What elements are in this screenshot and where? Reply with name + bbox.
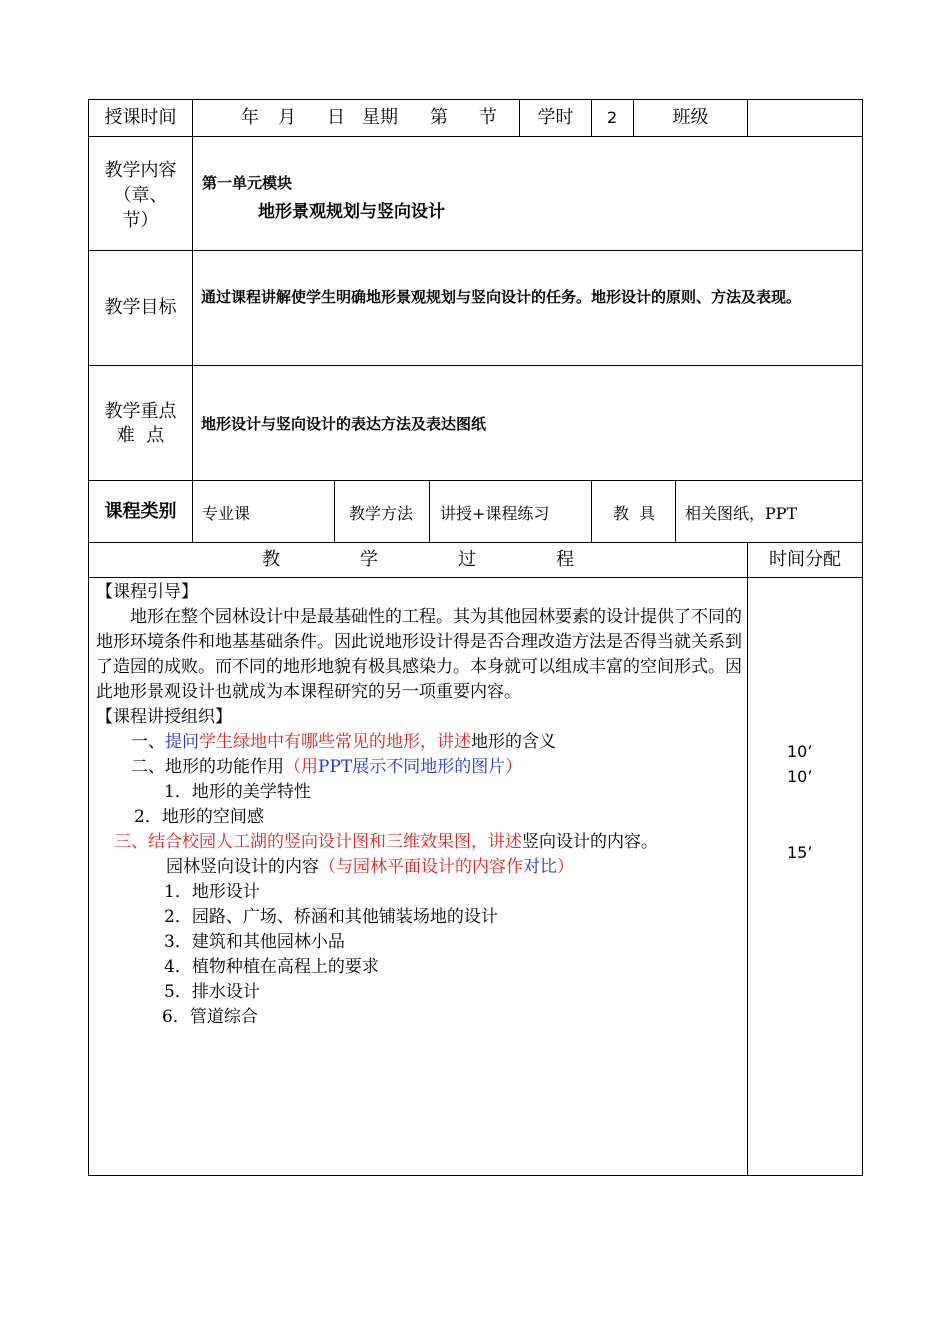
col-divider [429, 480, 430, 543]
col-divider [675, 480, 676, 543]
row-divider [88, 250, 863, 251]
sub-list-item: 1．地形设计 [164, 882, 260, 902]
organize-heading: 【课程讲授组织】 [96, 707, 232, 727]
key-points-label-line2: 难 点 [116, 425, 165, 446]
objective-label: 教学目标 [104, 297, 177, 318]
item-number: 一、 [131, 732, 165, 752]
time-allocation-header: 时间分配 [769, 549, 841, 570]
time-value: 15’ [787, 843, 813, 862]
item-text: 竖向设计的内容。 [522, 832, 658, 852]
sub-list-item: 1．地形的美学特性 [164, 782, 311, 802]
process-body [96, 580, 742, 1030]
row-divider [88, 480, 863, 481]
process-title-char: 学 [360, 549, 378, 570]
method-value: 讲授+课程练习 [440, 504, 550, 523]
item-text-red: 结合校园人工湖的竖向设计图和三维效果图，讲述 [148, 832, 522, 852]
class-time-label: 授课时间 [104, 107, 177, 128]
key-points-label-line1: 教学重点 [104, 401, 177, 422]
class-value [748, 100, 862, 136]
topic-title: 地形景观规划与竖向设计 [258, 202, 445, 222]
tools-value: 相关图纸，PPT [685, 504, 798, 523]
item-text-red: （与园林平面设计的内容作 [319, 857, 523, 877]
sub-list-item: 5．排水设计 [164, 982, 260, 1002]
method-label: 教学方法 [349, 504, 414, 523]
sub-list-item: 2．园路、广场、桥涵和其他铺装场地的设计 [164, 907, 498, 927]
sub-list-item: 6．管道综合 [162, 1007, 258, 1027]
unit-title: 第一单元模块 [202, 174, 293, 192]
content-label [89, 158, 192, 233]
sub-intro [96, 855, 742, 880]
objective-text: 通过课程讲解使学生明确地形景观规划与竖向设计的任务。地形设计的原则、方法及表现。 [201, 288, 802, 306]
item-text-red: ） [505, 757, 523, 777]
col-divider [192, 99, 193, 543]
col-divider [334, 480, 335, 543]
time-value: 10’ [787, 767, 813, 786]
content-label-line1: 教学内容 [104, 160, 177, 181]
category-label: 课程类别 [104, 500, 177, 522]
row-divider [88, 365, 863, 366]
item-text: 地形的含义 [471, 732, 556, 752]
sub-list-item: 3．建筑和其他园林小品 [164, 932, 345, 952]
item-number: 三、 [114, 832, 148, 852]
time-value: 10’ [787, 742, 813, 761]
col-divider [591, 480, 592, 543]
item-text-blue: 展示不同地形的图片 [352, 757, 506, 777]
period-prefix: 第 [430, 107, 448, 128]
process-title-char: 过 [458, 549, 476, 570]
list-item [96, 755, 742, 780]
col-divider [747, 542, 748, 1176]
list-item [96, 830, 742, 855]
year-label: 年 [241, 107, 259, 128]
day-label: 日 [327, 107, 345, 128]
content-label-line2: （章、 [113, 185, 168, 206]
intro-heading: 【课程引导】 [96, 582, 198, 602]
tools-label: 教 具 [613, 504, 656, 523]
sub-list-item: 2．地形的空间感 [134, 807, 264, 827]
item-text-blue: PPT [318, 757, 353, 777]
sub-list-item: 4．植物种植在高程上的要求 [164, 957, 379, 977]
class-time-value [193, 100, 519, 136]
hours-value: 2 [607, 108, 618, 127]
item-text-red: 学生绿地中有哪些常见的地形，讲述 [199, 732, 471, 752]
content-label-line3: 节） [122, 210, 159, 231]
key-points-label [89, 400, 192, 448]
hours-label: 学时 [537, 107, 574, 128]
process-title-char: 教 [262, 549, 280, 570]
period-suffix: 节 [479, 107, 497, 128]
process-title [89, 543, 747, 577]
item-text-red: （用 [284, 757, 318, 777]
item-text-blue: 对比 [523, 857, 557, 877]
key-points-text: 地形设计与竖向设计的表达方法及表达图纸 [201, 415, 487, 433]
weekday-label: 星期 [362, 107, 398, 128]
border-right [862, 99, 863, 1176]
list-item [96, 730, 742, 755]
item-text-blue: 提问 [165, 732, 199, 752]
item-text: 园林竖向设计的内容 [166, 857, 319, 877]
class-label: 班级 [672, 107, 709, 128]
item-text-red: ） [557, 857, 574, 877]
process-title-char: 程 [556, 549, 574, 570]
intro-paragraph: 地形在整个园林设计中是最基础性的工程。其为其他园林要素的设计提供了不同的地形环境条件和地基基础条件。因此说地形设计得是否合理改造方法是否得当就关系到了造园的成败。而不同的地形地貌有极具感染力。本身就可以组成丰富的空间形式。因此地形景观设计也就成为本课程研究的另一项重要内容。 [96, 607, 742, 702]
item-text: 地形的功能作用 [165, 757, 284, 777]
month-label: 月 [278, 107, 296, 128]
item-number: 二、 [131, 757, 165, 777]
category-value: 专业课 [202, 504, 251, 523]
